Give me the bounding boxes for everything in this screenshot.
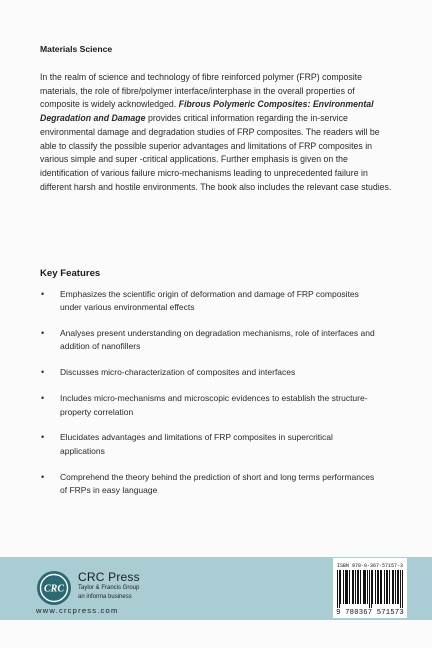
barcode-bar <box>377 570 378 604</box>
crc-logo-icon <box>36 570 72 606</box>
barcode-bar <box>369 570 370 608</box>
barcode-bar <box>339 570 340 608</box>
barcode-bar <box>378 570 379 604</box>
barcode-bar <box>371 570 372 608</box>
barcode-bar <box>402 570 403 608</box>
barcode-bar <box>400 570 401 608</box>
isbn-barcode <box>333 558 407 618</box>
barcode-bar <box>355 570 356 604</box>
barcode-bar <box>381 570 382 604</box>
barcode-bar <box>343 570 344 604</box>
barcode-bar <box>395 570 396 604</box>
barcode-bar <box>380 570 381 604</box>
barcode-bar <box>358 570 359 604</box>
barcode-bar <box>345 570 346 604</box>
bullet-icon: • <box>41 393 45 404</box>
barcode-bar <box>367 570 368 604</box>
barcode-bar <box>387 570 388 604</box>
description-body: provides critical information regarding the in-service environmental damage and degradation studies of FRP composites. The readers will be able to classify the possible superior advantages and limitations of FRP composites in various simple and super -critical applications. Further emphasis is given on the identification of various failure micro-mechanisms leading to unprecedented failure in different harsh and hostile environments. The book also includes the relevant case studies. <box>40 113 392 192</box>
barcode-bar <box>357 570 358 604</box>
bullet-icon: • <box>41 289 45 299</box>
isbn-digits: 9 780367 571573 <box>336 609 404 617</box>
key-features-heading: Key Features <box>40 268 101 279</box>
subject-category: Materials Science <box>40 44 113 54</box>
barcode-bar <box>392 570 393 604</box>
barcode-bar <box>340 570 341 604</box>
key-features-list <box>40 288 380 510</box>
feature-item: • Elucidates advantages and limitations of FRP composites in supercritical applications <box>41 432 333 456</box>
barcode-bar <box>364 570 365 604</box>
barcode-bar <box>386 570 387 604</box>
barcode-bar <box>398 570 399 604</box>
barcode-bar <box>397 570 398 604</box>
feature-item: • Discusses micro-characterization of composites and interfaces <box>40 366 380 379</box>
publisher-name: CRC Press <box>78 570 140 584</box>
feature-item: • Analyses present understanding on degradation mechanisms, role of interfaces and addition of nanofillers <box>41 328 375 352</box>
feature-item: • Emphasizes the scientific origin of deformation and damage of FRP composites under various environmental effects <box>41 289 359 313</box>
barcode-bar <box>337 570 338 608</box>
bullet-icon: • <box>41 432 45 443</box>
isbn-label: ISBN 978-0-367-57157-3 <box>336 563 403 569</box>
book-title: Fibrous Polymeric Composites: Environmental Degradation and Damage <box>40 99 374 124</box>
bullet-icon: • <box>41 471 45 482</box>
barcode-bar <box>352 570 353 604</box>
barcode-bar <box>389 570 390 604</box>
publisher-website: www.crcpress.com <box>36 606 119 615</box>
logo-lettering: CRC <box>43 583 65 595</box>
barcode-bar <box>365 570 366 604</box>
barcode-icon <box>337 570 403 608</box>
feature-item: • Includes micro-mechanisms and microscopic evidences to establish the structure-property correlation <box>41 393 368 417</box>
barcode-bar <box>353 570 354 604</box>
barcode-bar <box>393 570 394 604</box>
barcode-bar <box>375 570 376 604</box>
barcode-bar <box>349 570 350 604</box>
barcode-bar <box>347 570 348 604</box>
bullet-icon: • <box>41 328 45 339</box>
book-description <box>40 71 396 194</box>
feature-item: • Comprehend the theory behind the prediction of short and long terms performances of FRPs in easy language <box>41 471 375 495</box>
barcode-bar <box>363 570 364 604</box>
publisher-tagline: an informa business <box>78 594 132 600</box>
barcode-bar <box>384 570 385 604</box>
bullet-icon: • <box>41 367 45 378</box>
barcode-bar <box>372 570 373 604</box>
barcode-bar <box>346 570 347 604</box>
barcode-bar <box>360 570 361 604</box>
description-intro: In the realm of science and technology of fibre reinforced polymer (FRP) composite materials, the role of fibre/polymer interface/interphase in the overall properties of composite is widely acknowledged. <box>40 72 362 110</box>
publisher-group: Taylor & Francis Group <box>78 585 140 591</box>
